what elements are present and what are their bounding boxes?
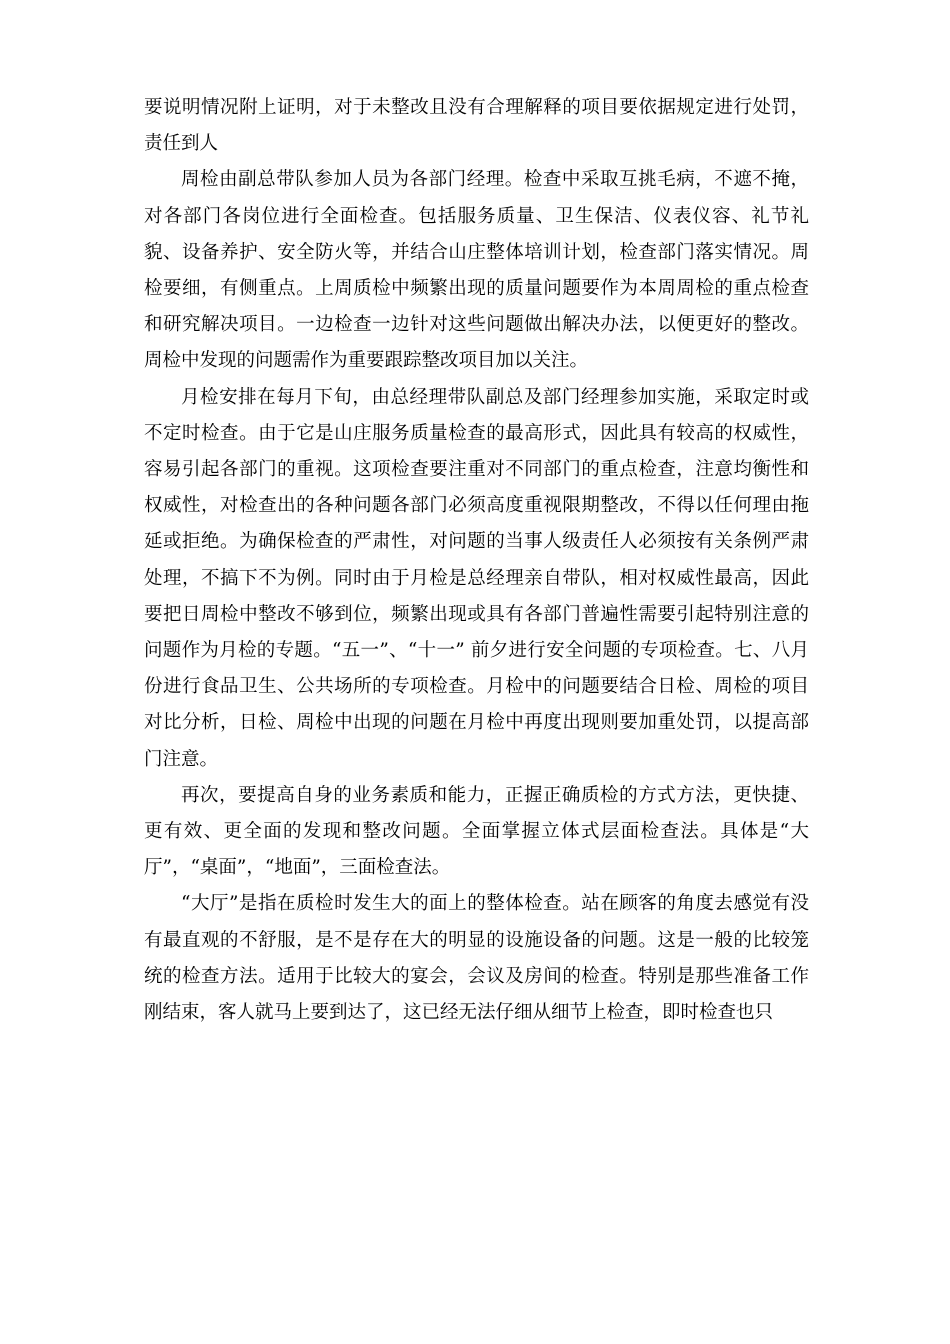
paragraph-monthly-inspection: 月检安排在每月下旬，由总经理带队副总及部门经理参加实施，采取定时或不定时检查。由于它是山庄服务质量检查的最高形式，因此具有较高的权威性，容易引起各部门的重视。这项检查要注重对不同部门的重点检查，注意均衡性和权威性，对检查出的各种问题各部门必须高度重视限期整改，不得以任何理由拖延或拒绝。为确保检查的严肃性，对问题的当事人级责任人必须按有关条例严肃处理，不搞下不为例。同时由于月检是总经理亲自带队，相对权威性最高，因此要把日周检中整改不够到位，频繁出现或具有各部门普遍性需要引起特别注意的问题作为月检的专题。“五一”、“十一” 前夕进行安全问题的专项检查。七、八月份进行食品卫生、公共场所的专项检查。月检中的问题要结合日检、周检的项目对比分析，日检、周检中出现的问题在月检中再度出现则要加重处罚，以提高部门注意。 [144,386,809,770]
paragraph-improve-skills: 再次，要提高自身的业务素质和能力，正握正确质检的方式方法，更快捷、更有效、更全面的发现和整改问题。全面掌握立体式层面检查法。具体是“大厅”，“桌面”，“地面”，三面检查法。 [144,784,809,879]
document-body [144,90,809,1031]
paragraph-penalty-note: 要说明情况附上证明，对于未整改且没有合理解释的项目要依据规定进行处罚，责任到人 [144,97,809,155]
paragraph-weekly-inspection: 周检由副总带队参加人员为各部门经理。检查中采取互挑毛病，不遮不掩，对各部门各岗位进行全面检查。包括服务质量、卫生保洁、仪表仪容、礼节礼貌、设备养护、安全防火等，并结合山庄整体培训计划，检查部门落实情况。周检要细，有侧重点。上周质检中频繁出现的质量问题要作为本周周检的重点检查和研究解决项目。一边检查一边针对这些问题做出解决办法，以便更好的整改。周检中发现的问题需作为重要跟踪整改项目加以关注。 [144,169,809,372]
paragraph-hall-inspection: “大厅”是指在质检时发生大的面上的整体检查。站在顾客的角度去感觉有没有最直观的不舒服，是不是存在大的明显的设施设备的问题。这是一般的比较笼统的检查方法。适用于比较大的宴会，会议及房间的检查。特别是那些准备工作刚结束，客人就马上要到达了，这已经无法仔细从细节上检查，即时检查也只 [144,893,809,1024]
